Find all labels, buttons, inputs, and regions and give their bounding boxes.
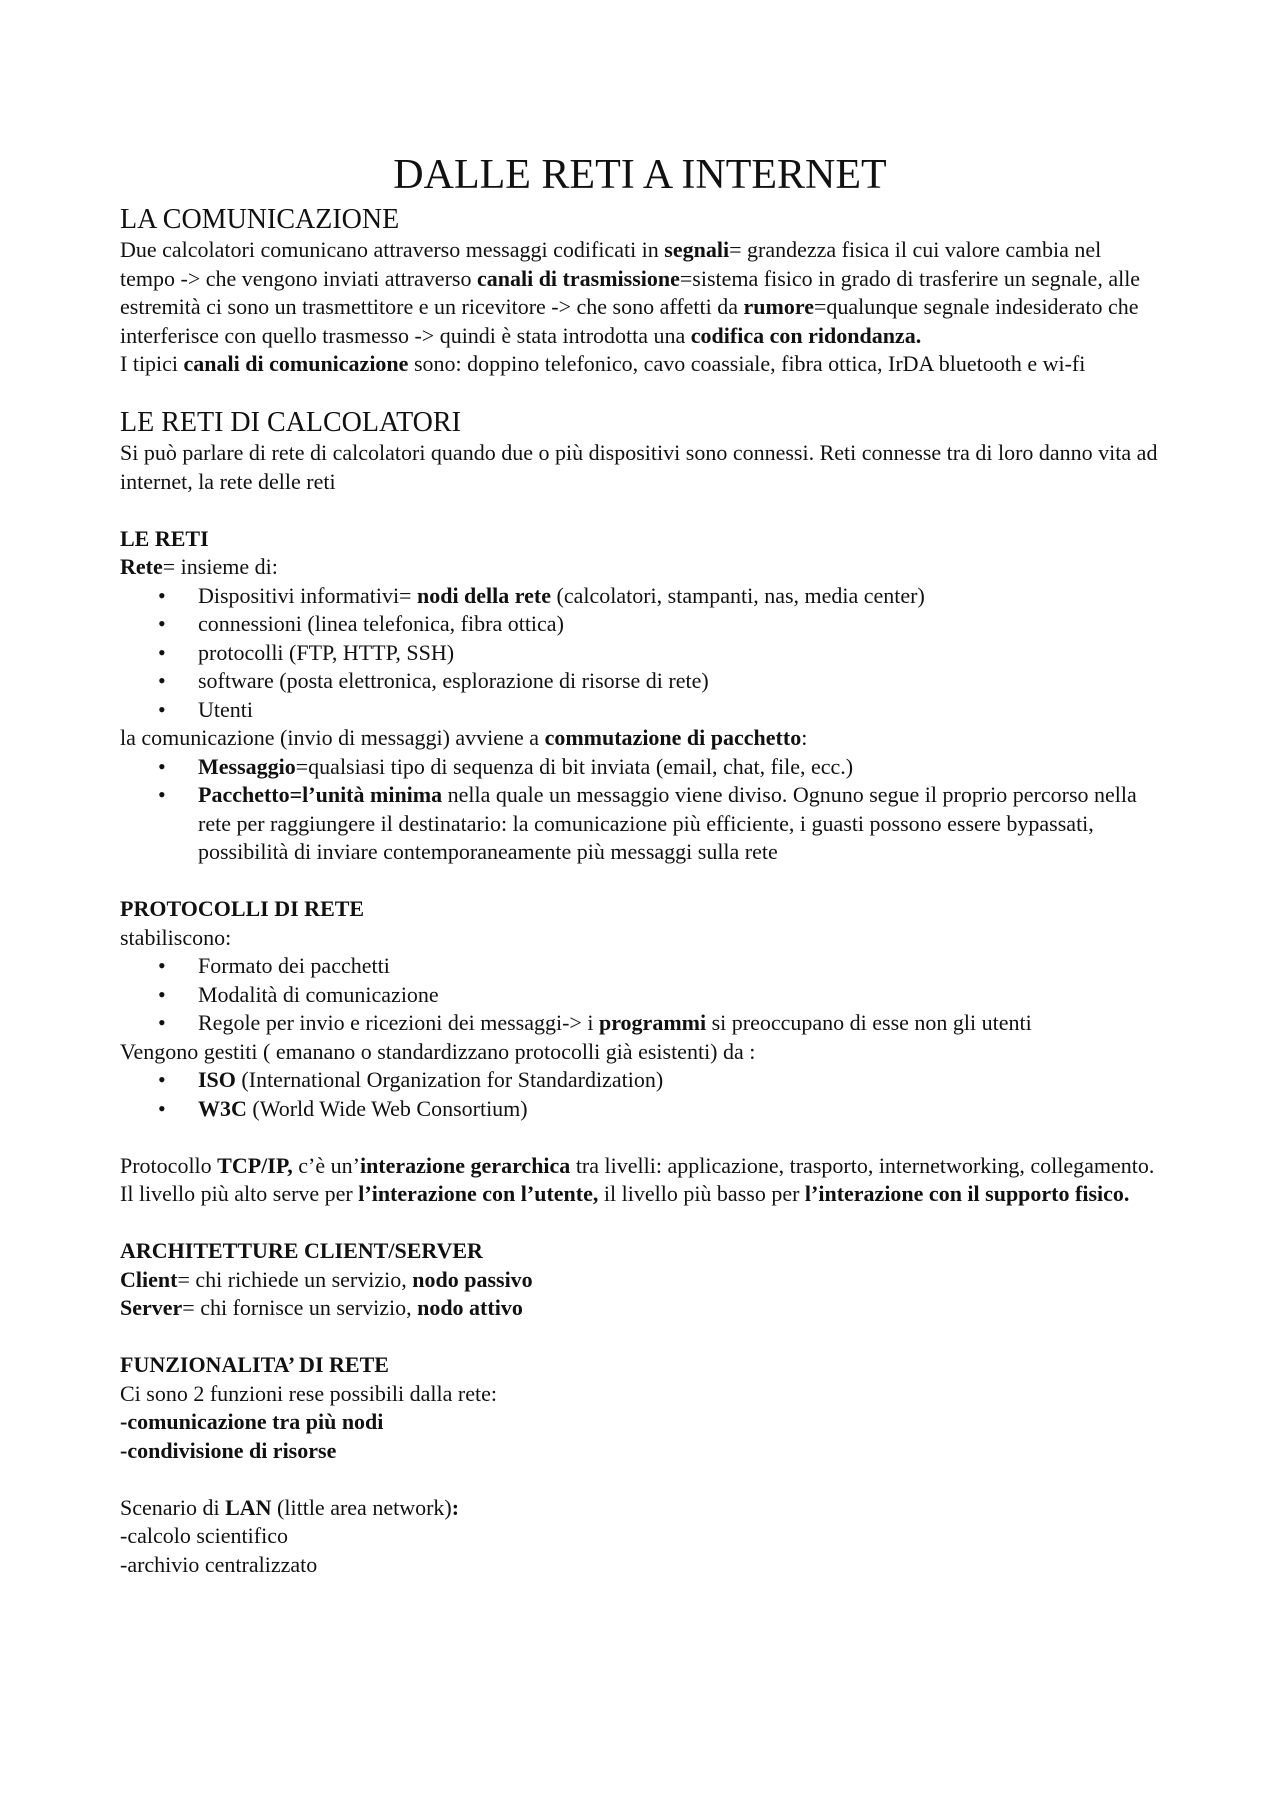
bold-text-run: Pacchetto=l’unità minima (198, 782, 443, 807)
bold-text-run: commutazione di pacchetto (544, 725, 802, 750)
subheading-le-reti: LE RETI (120, 525, 209, 551)
bold-text-run: Rete (120, 554, 163, 579)
text-run: il livello più basso per (598, 1181, 805, 1206)
text-run: (World Wide Web Consortium) (246, 1095, 528, 1121)
bold-text-run: Client (120, 1266, 178, 1292)
text-run: (International Organization for Standardization) (235, 1067, 664, 1092)
organizations-list (120, 1066, 1160, 1123)
text-run: =qualunque segnale indesiderato che interferisce con quello trasmesso -> quindi è stata introdotta una (120, 294, 1139, 348)
bold-text-run: TCP/IP, (217, 1152, 293, 1178)
bold-text-run: : (451, 1494, 460, 1520)
protocolli-intro: stabiliscono: (120, 924, 232, 950)
spacer (120, 379, 1160, 408)
text-run: tra livelli: applicazione, trasporto, internetworking, collegamento. Il livello più alto serve per (120, 1152, 1155, 1206)
le-reti-list (120, 582, 1160, 725)
spacer (120, 867, 1160, 896)
funzionalita-item-2: -condivisione di risorse (120, 1437, 337, 1463)
page-title: DALLE RETI A INTERNET (393, 152, 887, 198)
spacer (120, 1123, 1160, 1152)
text-run: = chi fornisce un servizio, (182, 1295, 418, 1320)
list-item (120, 1009, 1160, 1038)
text-run: Protocollo (120, 1152, 218, 1178)
text-run: Formato dei pacchetti (198, 953, 390, 978)
list-item (120, 952, 1160, 981)
text-run: connessioni (linea telefonica, fibra ottica) (198, 611, 564, 636)
list-item (120, 753, 1160, 782)
protocolli-gestiti-intro: Vengono gestiti ( emanano o standardizzano protocolli già esistenti) da : (120, 1038, 756, 1064)
text-run: I tipici (120, 351, 184, 376)
funzionalita-item-1: -comunicazione tra più nodi (120, 1409, 384, 1434)
client-definition (120, 1266, 1160, 1295)
comunicazione-paragraph-1 (120, 236, 1160, 350)
list-item (120, 781, 1160, 867)
spacer (120, 1323, 1160, 1352)
list-item (120, 1066, 1160, 1095)
text-run: = chi richiede un servizio, (177, 1266, 413, 1292)
funzionalita-intro: Ci sono 2 funzioni rese possibili dalla rete: (120, 1380, 497, 1406)
text-run: software (posta elettronica, esplorazione di risorse di rete) (198, 668, 709, 693)
text-run: Regole per invio e ricezioni dei messaggi-> i (198, 1010, 599, 1035)
text-run: Due calcolatori comunicano attraverso messaggi codificati in (120, 237, 665, 262)
text-run: : (801, 725, 808, 750)
lan-item-1: -calcolo scientifico (120, 1523, 288, 1548)
bold-text-run: codifica con ridondanza. (690, 322, 922, 348)
bold-text-run: LAN (225, 1494, 272, 1520)
bold-text-run: nodo attivo (417, 1295, 523, 1320)
bold-text-run: interazione gerarchica (359, 1152, 571, 1178)
section-heading-comunicazione: LA COMUNICAZIONE (120, 204, 400, 235)
bold-text-run: canali di trasmissione (476, 265, 680, 291)
commutazione-intro (120, 724, 1160, 753)
list-item (120, 696, 1160, 725)
text-run: Scenario di (120, 1494, 226, 1520)
spacer (120, 1465, 1160, 1494)
list-item (120, 981, 1160, 1010)
subheading-protocolli: PROTOCOLLI DI RETE (120, 896, 365, 921)
list-item (120, 639, 1160, 668)
text-run: protocolli (FTP, HTTP, SSH) (198, 639, 455, 665)
list-item (120, 582, 1160, 611)
list-item (120, 610, 1160, 639)
text-run: sono: doppino telefonico, cavo coassiale, fibra ottica, IrDA bluetooth e wi-fi (408, 351, 1086, 376)
section-heading-reti-calcolatori: LE RETI DI CALCOLATORI (120, 407, 461, 438)
bold-text-run: canali di comunicazione (183, 351, 409, 376)
list-item (120, 667, 1160, 696)
spacer (120, 496, 1160, 525)
bold-text-run: nodo passivo (412, 1266, 533, 1292)
bold-text-run: Messaggio (198, 753, 296, 779)
text-run: = grandezza fisica il cui valore cambia nel tempo -> che vengono inviati attraverso (120, 237, 1102, 291)
text-run: (calcolatori, stampanti, nas, media center) (551, 582, 925, 608)
protocolli-list (120, 952, 1160, 1038)
lan-intro (120, 1494, 1160, 1523)
bold-text-run: ISO (198, 1067, 236, 1092)
spacer (120, 1209, 1160, 1238)
text-run: Utenti (198, 696, 253, 722)
bold-text-run: l’interazione con l’utente, (358, 1181, 599, 1206)
server-definition (120, 1294, 1160, 1323)
bold-text-run: W3C (198, 1095, 247, 1121)
text-run: = insieme di: (162, 554, 278, 579)
text-run: Modalità di comunicazione (198, 981, 439, 1007)
bold-text-run: segnali (664, 237, 730, 262)
text-run: (little area network) (271, 1494, 452, 1520)
bold-text-run: programmi (598, 1010, 707, 1035)
text-run: Dispositivi informativi= (198, 582, 417, 608)
bold-text-run: l’interazione con il supporto fisico. (804, 1181, 1130, 1206)
bold-text-run: nodi della rete (416, 582, 551, 608)
text-run: =qualsiasi tipo di sequenza di bit inviata (email, chat, file, ecc.) (295, 753, 854, 779)
list-item (120, 1095, 1160, 1124)
text-run: c’è un’ (292, 1152, 360, 1178)
reti-calcolatori-paragraph: Si può parlare di rete di calcolatori quando due o più dispositivi sono connessi. Reti connesse tra di loro danno vita ad internet, la rete delle reti (120, 440, 1158, 494)
comunicazione-paragraph-2 (120, 350, 1160, 379)
bold-text-run: rumore (743, 294, 814, 319)
tcp-ip-paragraph (120, 1152, 1160, 1209)
text-run: nella quale un messaggio viene diviso. Ognuno segue il proprio percorso nella rete per raggiungere il destinatario: la comunicazione più efficiente, i guasti possono essere bypassati, possibilità di inviare contemporaneamente più messaggi sulla rete (198, 782, 1137, 864)
commutazione-list (120, 753, 1160, 867)
text-run: la comunicazione (invio di messaggi) avviene a (120, 725, 545, 750)
text-run: =sistema fisico in grado di trasferire un segnale, alle estremità ci sono un trasmettitore e un ricevitore -> che sono affetti da (120, 265, 1141, 319)
text-run: si preoccupano di esse non gli utenti (706, 1010, 1032, 1035)
bold-text-run: Server (120, 1295, 183, 1320)
lan-item-2: -archivio centralizzato (120, 1551, 318, 1577)
subheading-funzionalita: FUNZIONALITA’ DI RETE (120, 1352, 389, 1377)
subheading-client-server: ARCHITETTURE CLIENT/SERVER (120, 1238, 483, 1263)
le-reti-intro (120, 553, 1160, 582)
